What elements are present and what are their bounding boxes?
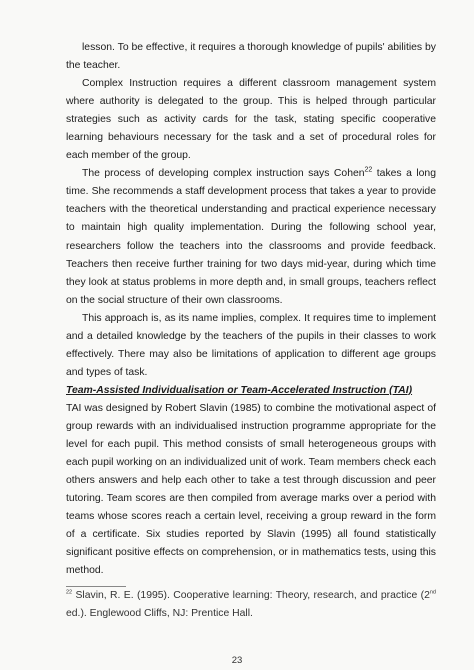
paragraph-continuation: lesson. To be effective, it requires a thorough knowledge of pupils' abilities by the teacher.: [66, 42, 436, 72]
section-heading-tai: Team-Assisted Individualisation or Team-Accelerated Instruction (TAI): [66, 384, 413, 396]
paragraph-tai: TAI was designed by Robert Slavin (1985) to combine the motivational aspect of group rewards with an individualised instruction programme appropriate for the level for each pupil. This method consists of small heterogeneous groups with each pupil working on an individualized unit of work. Team members check each others answers and help each other to take a test through discussion and peer tutoring. Team scores are then compiled from average marks over a period with teams whose scores reach a certain level, receiving a group reward in the form of a certificate. Six studies reported by Slavin (1995) all found statistically significant positive effects on comprehension, or in mathematics tests, using this method.: [66, 402, 436, 577]
footnote: [66, 587, 436, 623]
footnote-reference[interactable]: 22: [364, 166, 373, 174]
paragraph-approach: This approach is, as its name implies, complex. It requires time to implement and a detailed knowledge by the teachers of the pupils in their classes to work effectively. There may also be limitations of application to different age groups and types of task.: [66, 312, 436, 378]
paragraph-cohen-text-rest: takes a long time. She recommends a staff development process that takes a year to provide teachers with the theoretical understanding and practical experience necessary to maintain high quality implementation. During the following school year, researchers follow the teachers into the classrooms and provide feedback. Teachers then receive further training for two days mid-year, during which time they look at status problems in more depth and, in small groups, teachers reflect on the social structure of their own classrooms.: [66, 168, 436, 306]
footnote-text-rest: ed.). Englewood Cliffs, NJ: Prentice Hall.: [66, 608, 253, 620]
footnote-number: 22: [66, 589, 73, 596]
page-number: 23: [231, 655, 243, 666]
footnote-edition-sup: nd: [429, 589, 436, 596]
paragraph-cohen: [66, 165, 436, 309]
paragraph-cohen-text: The process of developing complex instruction says Cohen: [82, 168, 365, 180]
footnote-text: Slavin, R. E. (1995). Cooperative learning: Theory, research, and practice (2: [72, 590, 430, 602]
paragraph-complex-instruction: Complex Instruction requires a different classroom management system where authority is delegated to the group. This is helped through particular strategies such as activity cards for the task, stating specific cooperative learning behaviours necessary for the task and a set of procedural roles for each member of the group.: [66, 78, 436, 162]
body-text: [66, 0, 436, 624]
